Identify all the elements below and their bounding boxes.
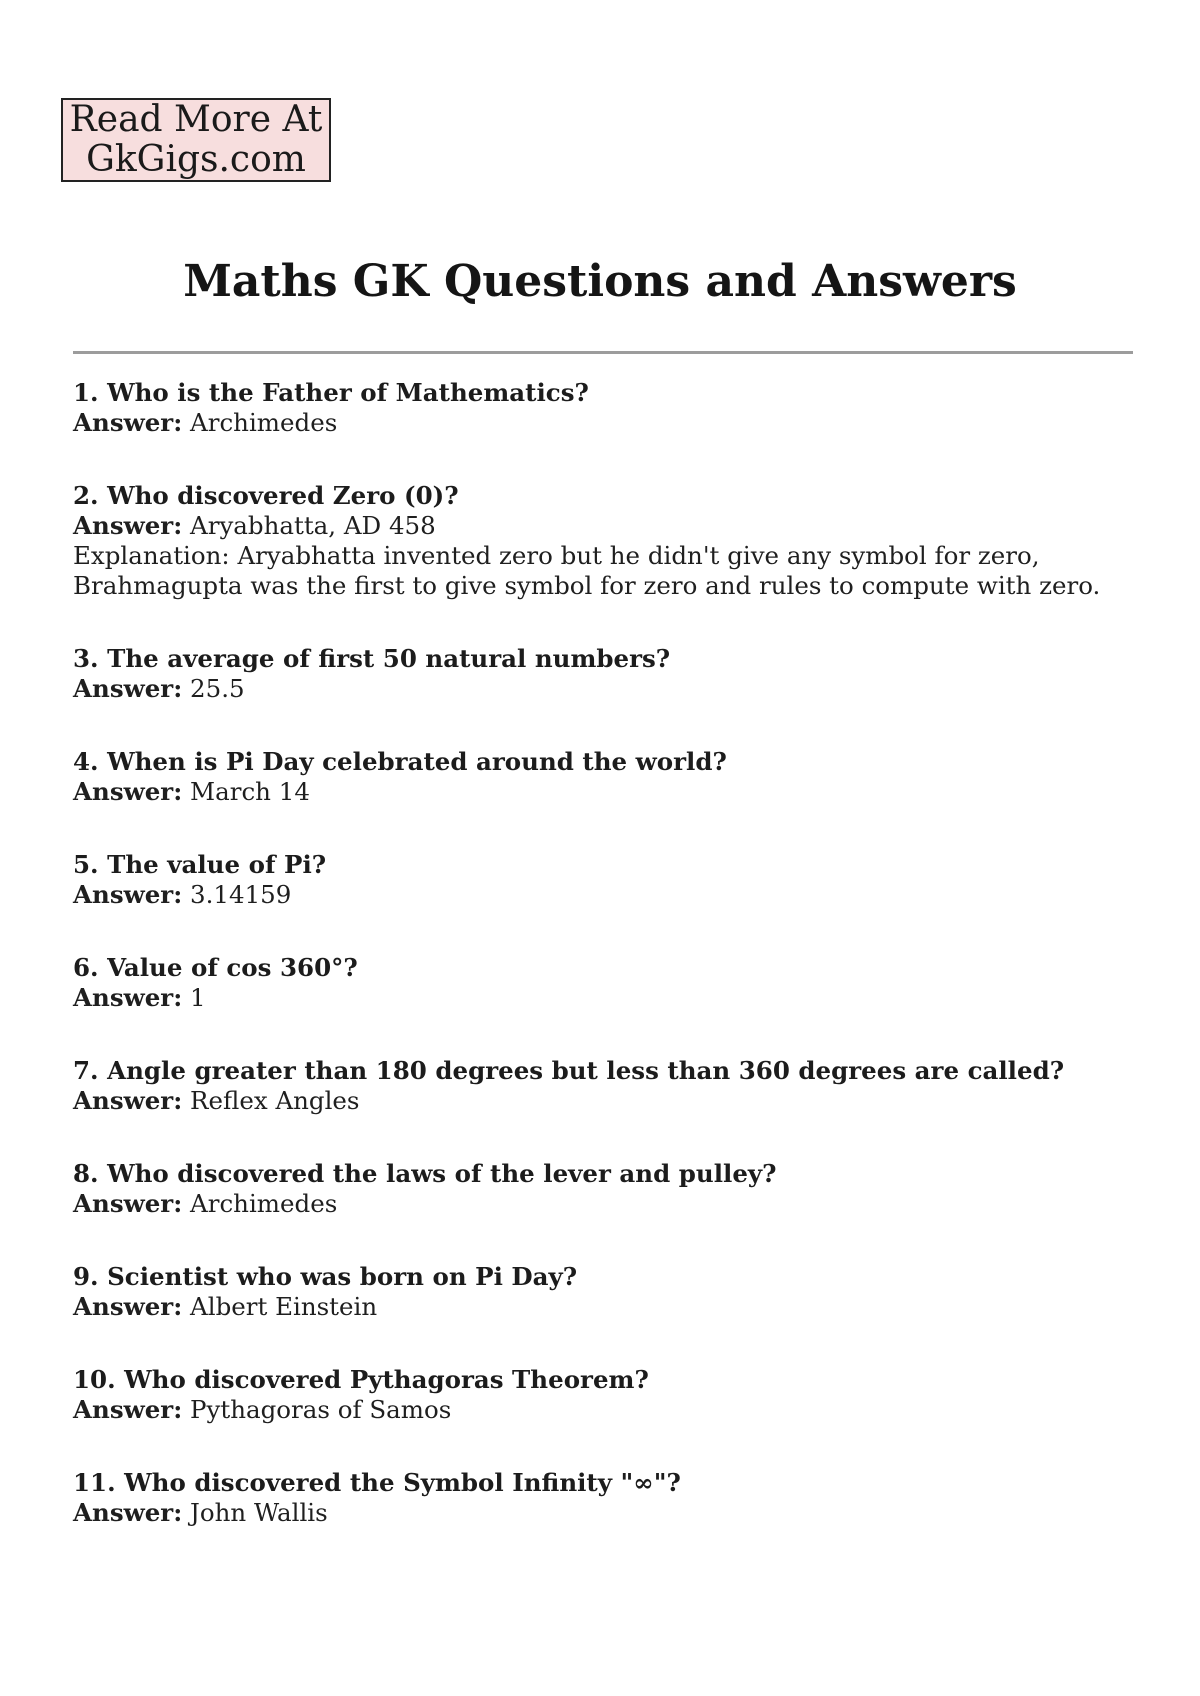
qa-item-5 [73,850,1133,910]
question-text: 7. Angle greater than 180 degrees but less than 360 degrees are called? [73,1056,1065,1085]
answer-row [73,408,1133,438]
answer-row [73,511,1133,541]
qa-item-7 [73,1056,1133,1116]
question-text: 8. Who discovered the laws of the lever and pulley? [73,1159,777,1188]
explanation-text: Explanation: Aryabhatta invented zero but he didn't give any symbol for zero, Brahmagupta was the first to give symbol for zero and rules to compute with zero. [73,541,1101,600]
answer-row [73,880,1133,910]
answer-label: Answer: [73,777,183,806]
answer-value: Aryabhatta, AD 458 [190,511,436,540]
answer-row [73,1498,1133,1528]
answer-row [73,777,1133,807]
question-text: 5. The value of Pi? [73,850,327,879]
answer-label: Answer: [73,880,183,909]
answer-row [73,674,1133,704]
question-text: 3. The average of first 50 natural numbers? [73,644,671,673]
answer-value: 3.14159 [190,880,292,909]
answer-label: Answer: [73,674,183,703]
page-title: Maths GK Questions and Answers [183,256,1017,307]
answer-row [73,983,1133,1013]
answer-label: Answer: [73,1086,183,1115]
question-text: 11. Who discovered the Symbol Infinity "∞"? [73,1468,681,1497]
title-divider [73,351,1133,354]
answer-value: 25.5 [190,674,245,703]
qa-item-4 [73,747,1133,807]
qa-list [73,378,1133,1571]
answer-value: Reflex Angles [190,1086,360,1115]
badge-line-1: Read More At [69,99,323,140]
answer-label: Answer: [73,511,183,540]
answer-value: 1 [190,983,206,1012]
badge-line-2: GkGigs.com [86,139,306,180]
answer-label: Answer: [73,1292,183,1321]
read-more-link-badge[interactable] [61,98,331,182]
answer-value: Archimedes [190,408,338,437]
answer-row [73,1395,1133,1425]
qa-item-3 [73,644,1133,704]
qa-item-9 [73,1262,1133,1322]
answer-row [73,1189,1133,1219]
answer-label: Answer: [73,408,183,437]
qa-item-11 [73,1468,1133,1528]
answer-label: Answer: [73,983,183,1012]
answer-row [73,1086,1133,1116]
answer-value: Archimedes [190,1189,338,1218]
answer-value: John Wallis [190,1498,328,1527]
question-text: 4. When is Pi Day celebrated around the world? [73,747,727,776]
answer-value: Pythagoras of Samos [190,1395,452,1424]
question-text: 10. Who discovered Pythagoras Theorem? [73,1365,649,1394]
answer-value: March 14 [190,777,310,806]
qa-item-2 [73,481,1133,601]
qa-item-1 [73,378,1133,438]
qa-item-6 [73,953,1133,1013]
answer-row [73,1292,1133,1322]
answer-label: Answer: [73,1395,183,1424]
answer-label: Answer: [73,1498,183,1527]
answer-label: Answer: [73,1189,183,1218]
question-text: 6. Value of cos 360°? [73,953,358,982]
question-text: 9. Scientist who was born on Pi Day? [73,1262,578,1291]
answer-value: Albert Einstein [190,1292,378,1321]
question-text: 2. Who discovered Zero (0)? [73,481,459,510]
question-text: 1. Who is the Father of Mathematics? [73,378,589,407]
qa-item-10 [73,1365,1133,1425]
qa-item-8 [73,1159,1133,1219]
